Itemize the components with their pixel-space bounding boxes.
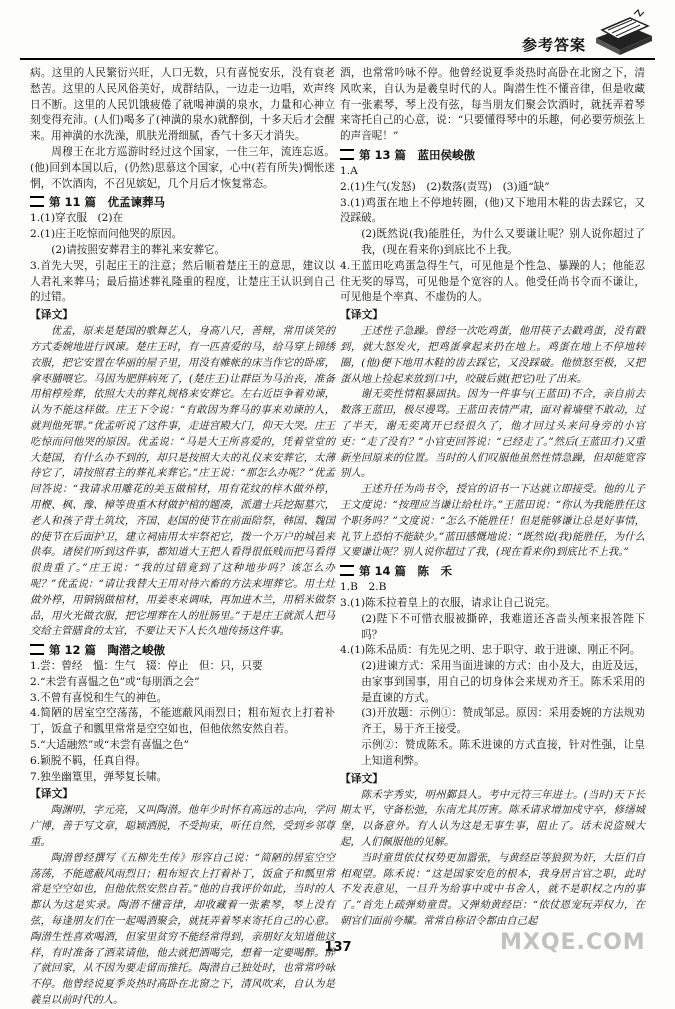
answer-line: 示例②：赞成陈禾。陈禾进谏的方式直接，针对性强，让皇上知道利弊。 <box>361 739 645 767</box>
page-number: 137 <box>310 940 366 955</box>
section-title: 第 14 篇 陈 禾 <box>359 564 453 579</box>
section-heading-11 <box>30 194 335 211</box>
translation-paragraph: 谢无奕性情粗暴固执。因为一件事与(王蓝田)不合，亲自前去数落王蓝田，极尽谩骂。王蓝田表情严肃，面对着墙壁不敢动，过了半天，谢无奕离开已经很久了，他才回过头来问身旁的小官吏：“走了没有？”小官吏回答说：“已经走了。”然后(王蓝田才)又重新坐回原来的位置。当时的人们叹服他虽然性情急躁，但却能宽容别人。 <box>340 388 645 480</box>
answer-line: 5.“大适融然”或“未尝有喜愠之色” <box>30 739 189 752</box>
intro-paragraph: 周穆王在北方巡游时经过这个国家，一住三年，流连忘返。(他)回到本国以后，(仍然)思慕这个国家，心中(若有所失)惆怅迷惘，不饮酒肉，不召见嫔妃，几个月后才恢复常态。 <box>30 145 335 190</box>
translation-tag: 【译文】 <box>30 787 74 801</box>
section-bar-icon <box>30 644 44 655</box>
translation-paragraph: 优孟，原来是楚国的歌舞艺人，身高八尺，善辩，常用谈笑的方式委婉地进行讽谏。楚庄王时，有一匹喜爱的马，给马穿上锦绣衣服，把它安置在华丽的屋子里，用没有帷帐的床当作它的卧席，拿枣脯喂它。马因为肥胖病死了，(楚庄王)让群臣为马治丧，准备用棺椁殓葬，依照大夫的葬礼规格来安葬它。左右近臣争着劝谏，认为不能这样做。庄王下令说：“有敢因为葬马的事来劝谏的人，就判他死罪。”优孟听说了这件事，走进宫殿大门，仰天大哭。庄王吃惊而问他哭的原因。优孟说：“马是大王所喜爱的，凭着堂堂的大楚国，有什么办不到的，却只是按照大夫的礼仪来安葬它，太薄待它了，请按照君主的葬礼来葬它。”庄王说：“那怎么办呢？”优孟回答说：“我请求用雕花的美玉做棺材，用有花纹的梓木做外椁，用楩、枫、豫、樟等贵重木材做护棺的题凑，派遣士兵挖掘墓穴，老人和孩子背土筑坟，齐国、赵国的使节在前面陪祭，韩国、魏国的使节在后面护卫，建立祠庙用太牢祭祀它，拨一个万户的城邑来供奉。诸侯们听到这件事，都知道大王把人看得很低贱而把马看得很贵重了。”庄王说：“我的过错竟到了这种地步吗？该怎么办呢？”优孟说：“请让我替大王用对待六畜的方法来埋葬它。用土灶做外椁，用铜锅做棺材，用姜枣来调味，再加进木兰，用稻米做祭品，用火光做衣服，把它埋葬在人的肚肠里。”于是庄王就派人把马交给主管膳食的太官，不要让天下人长久地传扬这件事。 <box>30 325 335 638</box>
answer-line: 3.首先大哭，引起庄王的注意；然后顺着楚庄王的意思，建议以人君礼来葬马；最后描述葬礼隆重的程度，让楚庄王认识到自己的过错。 <box>30 259 335 304</box>
answer-line: (2)既然说(我)能胜任，为什么又要谦让呢？别人说你超过了我，(现在看来你)到底比不上我。 <box>361 228 645 256</box>
answer-line: 2.“未尝有喜愠之色”或“每朋酒之会” <box>30 675 200 688</box>
translation-tag: 【译文】 <box>340 771 384 785</box>
answer-line: 4.王蓝田吃鸡蛋急得生气，可见他是个性急、暴躁的人；他能忍住无奖的辱骂，可见他是个宽容的人。他受任尚书令而不谦让，可见他是个率真、不虚伪的人。 <box>340 259 645 304</box>
answer-line: (2)进谏方式：采用当面进谏的方式：由小及大，由近及远，由家事到国事，用自己的切身体会来规劝齐王。陈禾采用的是直谏的方式。 <box>361 660 645 704</box>
translation-paragraph: 陶潜曾经撰写《五柳先生传》形容自己说：“简陋的居室空空荡荡，不能遮蔽风雨烈日；粗布短衣上打着补丁，饭盒子和瓢里常常是空空如也，但他依然安然自若。”他的自我评价如此，当时的人都认为这是实录。陶潜不懂音律，却收藏着一张素琴，琴上没有弦，每逢朋友们在一起喝酒聚会，就抚弄着琴来寄托自己的心意。陶潜生性喜欢喝酒，但家里贫穷不能经常得到，亲朋好友知道他这样，有时准备了酒菜请他，他去就把酒喝完，想着一定要喝醉。醉了就回家，从不因为要走留而推托。陶潜自己独处时，也常常吟咏不停。他曾经说夏季炎热时高卧在北窗之下，清风吹来，自认为是羲皇以前时代的人。 <box>30 851 335 1007</box>
header-divider <box>20 58 655 60</box>
translation-tag: 【译文】 <box>30 308 74 322</box>
answer-line: 1.尝：曾经 慍：生气 辍：停止 但：只，只要 <box>30 660 263 673</box>
header-title: 参考答案 <box>522 36 587 54</box>
answer-line: 4.(1)陈禾品质：有先见之明、忠于职守、敢于进谏、刚正不阿。 <box>340 644 641 657</box>
section-bar-icon <box>340 149 354 160</box>
right-column <box>340 66 645 936</box>
section-bar-icon <box>30 196 44 207</box>
answer-line: (2)请按照安葬君主的葬礼来安葬它。 <box>51 243 226 256</box>
section-title: 第 12 篇 陶潜之峻傲 <box>49 643 166 658</box>
answer-line: (3)开放题：示例①：赞成邹忌。原因：采用委婉的方法规劝齐王，易于齐王接受。 <box>361 707 645 736</box>
translation-paragraph: 陈禾字秀实，明州鄞县人。考中元符三年进士。(当时)天下长期太平，守备松弛，东南尤其厉害。陈禾请求增加戍守卒，修缮城堡，以备意外。有人认为这是无事生事，阻止了。话未说盗贼大起，人们佩服他的见解。 <box>340 788 645 849</box>
intro-paragraph: 病。这里的人民繁衍兴旺，人口无数，只有喜悦安乐，没有衰老愁苦。这里的人民风俗美好，成群结队，一边走一边唱，欢声终日不断。这里的人民饥饿疲倦了就喝神潢的泉水，力量和心神立刻变得充沛。(人们)喝多了(神潢的泉水)就醉倒，十多天后才会醒来。用神潢的水洗澡，肌肤光滑细腻，香气十多天才消失。 <box>30 67 335 143</box>
answer-line: 6.颖脱不羁，任真自得。 <box>30 754 147 767</box>
section-heading-14 <box>340 563 645 580</box>
intro-paragraph: 酒，也常常吟咏不停。他曾经说夏季炎热时高卧在北窗之下，清风吹来，自认为是羲皇时代的人。陶潜生性不懂音律，但是收藏有一张素琴，琴上没有弦，每当朋友们聚会饮酒时，就抚弄着琴来寄托自己的心意，说：“只要懂得琴中的乐趣，何必要劳烦弦上的声音呢！” <box>340 67 645 143</box>
section-title: 第 11 篇 优孟谏葬马 <box>49 195 166 210</box>
answer-line: 3.(1)鸡蛋在地上不停地转圈，(他)又下地用木鞋的齿去踩它，又没踩破。 <box>340 196 645 225</box>
answer-line: 3.(1)陈禾拉着皇上的衣服，请求让自己说完。 <box>340 596 556 609</box>
answer-line: 3.不曾有喜悦和生气的神色。 <box>30 691 168 704</box>
left-column <box>30 66 335 1007</box>
page-header <box>0 0 675 60</box>
section-bar-icon <box>340 565 354 576</box>
answer-line: 2.(1)生气(发怒) (2)数落(责骂) (3)通“缺” <box>340 180 550 193</box>
translation-paragraph: 王述性子急躁。曾经一次吃鸡蛋，他用筷子去戳鸡蛋，没有戳到，就大怒发火，把鸡蛋拿起来扔在地上。鸡蛋在地上不停地转圈，(他)便下地用木鞋的齿去踩它，又没踩破。他愤怒至极，又把蛋从地上捡起来放到口中，咬破后就(把它)吐了出来。 <box>340 325 645 385</box>
section-title: 第 13 篇 蓝田侯峻傲 <box>359 147 476 162</box>
watermark-logo: MXQE.COM <box>500 930 646 955</box>
answer-line: 1.A <box>340 164 358 177</box>
answer-line: (2)陛下不可惜衣服被撕碎，我难道还吝啬头颅来报答陛下吗？ <box>361 612 645 641</box>
translation-paragraph: 当时童贯依仗权势更加嚣张，与黄经臣等狼狈为奸，大臣们自相观望。陈禾说：“这是国家安危的根本，我身居言官之职，此时不发表意见，一旦升为给事中或中书舍人，就不是职权之内的事了。”首先上疏弹劾童贯。又弹劾黄经臣：“依仗恩宠玩弄权力，在朝官们面前夸耀。常常自称诏令都由自己起 <box>340 851 645 928</box>
answer-line: 1.B 2.B <box>340 581 387 594</box>
answer-line: 7.独坐幽篁里，弹琴复长啸。 <box>30 770 168 783</box>
answer-line: 2.(1)庄王吃惊而问他哭的原因。 <box>30 228 183 241</box>
answer-line: 1.(1)穿衣服 (2)在 <box>30 212 124 225</box>
section-heading-12 <box>30 642 335 659</box>
translation-tag: 【译文】 <box>340 308 384 322</box>
translation-paragraph: 王述升任为尚书令，授官的诏书一下达就立即接受。他的儿子王文度说：“按理应当谦让给杜许。”王蓝田说：“你认为我能胜任这个职务吗？”文度说：“怎么不能胜任！但是能够谦让总是好事情，礼节上恐怕不能缺少。”蓝田感慨地说：“既然说(我)能胜任，为什么又要谦让呢？别人说你超过了我，(现在看来你)到底比不上我。” <box>340 483 645 559</box>
answer-line: 4.简陋的居室空空荡荡，不能遮蔽风雨烈日；粗布短衣上打着补丁，饭盒子和瓢里常常是空空如也，但他依然安然自若。 <box>30 707 335 736</box>
translation-paragraph: 陶渊明，字元亮，又叫陶潜。他年少时怀有高远的志向，学问广博，善于写文章，聪颖洒脱，不受拘束，听任自然，受到乡邻尊重。 <box>30 804 335 849</box>
books-logo-icon <box>588 8 658 58</box>
section-heading-13 <box>340 147 645 164</box>
